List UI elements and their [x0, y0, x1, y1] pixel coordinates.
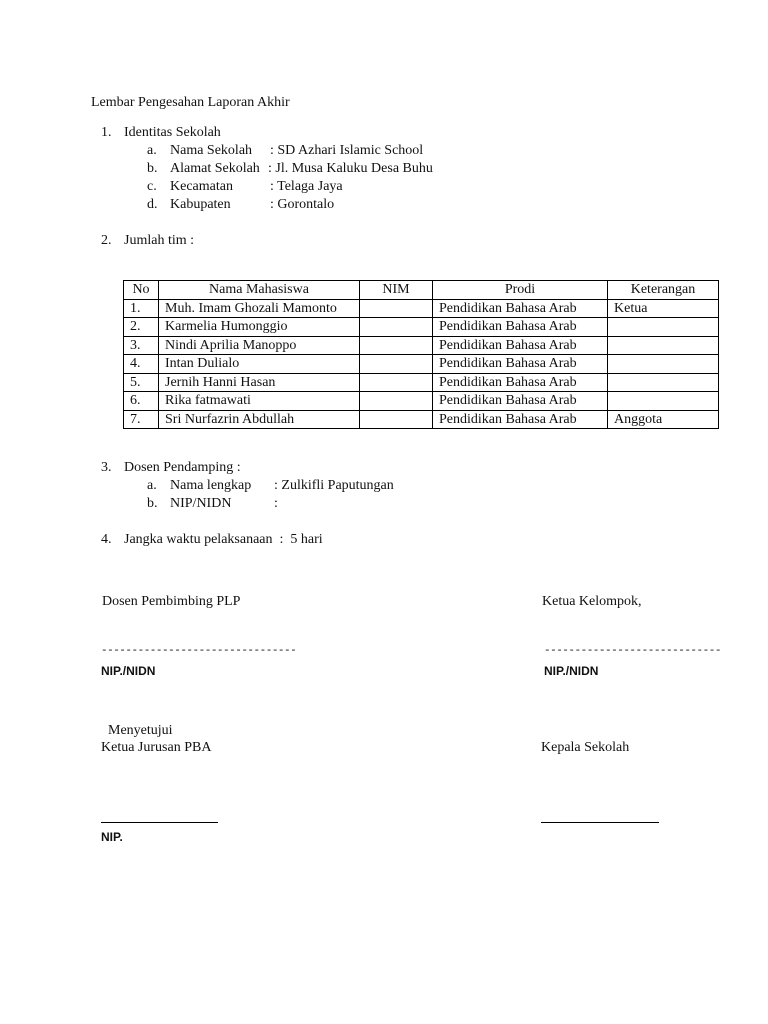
section3-heading: Dosen Pendamping :: [124, 460, 241, 475]
column-header-name: Nama Mahasiswa: [159, 281, 360, 300]
field-value: : Zulkifli Paputungan: [274, 478, 394, 493]
field-label: Kabupaten: [170, 197, 231, 212]
list-letter: a.: [147, 143, 157, 158]
table-header-row: [124, 281, 719, 300]
field-label: Nama lengkap: [170, 478, 252, 493]
column-header-no: No: [124, 281, 159, 300]
cell-name: Nindi Aprilia Manoppo: [159, 336, 360, 355]
table-row: [124, 355, 719, 374]
cell-nim: [360, 299, 433, 318]
cell-keterangan: [608, 355, 719, 374]
cell-prodi: Pendidikan Bahasa Arab: [433, 318, 608, 337]
cell-name: Karmelia Humonggio: [159, 318, 360, 337]
table-row: [124, 410, 719, 429]
field-value: :: [274, 496, 278, 511]
cell-nim: [360, 318, 433, 337]
column-header-nim: NIM: [360, 281, 433, 300]
document-title: Lembar Pengesahan Laporan Akhir: [91, 95, 290, 110]
field-value: : Gorontalo: [270, 197, 335, 212]
column-header-keterangan: Keterangan: [608, 281, 719, 300]
signature-left2-id: NIP.: [101, 830, 123, 844]
signature-underline-right: [541, 822, 659, 823]
table-row: [124, 299, 719, 318]
cell-prodi: Pendidikan Bahasa Arab: [433, 410, 608, 429]
cell-no: 7.: [124, 410, 159, 429]
field-label: NIP/NIDN: [170, 496, 232, 511]
signature-left-id: NIP./NIDN: [101, 664, 156, 678]
cell-prodi: Pendidikan Bahasa Arab: [433, 299, 608, 318]
signature-underline-left: [101, 822, 218, 823]
cell-keterangan: Ketua: [608, 299, 719, 318]
cell-keterangan: [608, 392, 719, 411]
field-value: : Telaga Jaya: [270, 179, 343, 194]
cell-nim: [360, 373, 433, 392]
section2-heading: Jumlah tim :: [124, 233, 194, 248]
field-label: Kecamatan: [170, 179, 233, 194]
field-label: Alamat Sekolah: [170, 161, 260, 176]
signature-right-id: NIP./NIDN: [544, 664, 599, 678]
cell-name: Jernih Hanni Hasan: [159, 373, 360, 392]
table-row: [124, 392, 719, 411]
signature-right2-title: Kepala Sekolah: [541, 740, 630, 755]
field-value: : SD Azhari Islamic School: [270, 143, 424, 158]
list-letter: b.: [147, 161, 158, 176]
cell-nim: [360, 392, 433, 411]
cell-prodi: Pendidikan Bahasa Arab: [433, 373, 608, 392]
cell-name: Intan Dulialo: [159, 355, 360, 374]
cell-nim: [360, 336, 433, 355]
team-table: [123, 280, 719, 429]
approval-label: Menyetujui: [108, 723, 173, 738]
cell-nim: [360, 355, 433, 374]
signature-line-right: -----------------------------: [544, 645, 721, 657]
signature-left2-title: Ketua Jurusan PBA: [101, 740, 212, 755]
table-row: [124, 318, 719, 337]
cell-no: 6.: [124, 392, 159, 411]
cell-prodi: Pendidikan Bahasa Arab: [433, 392, 608, 411]
section1-number: 1.: [101, 125, 112, 140]
cell-name: Muh. Imam Ghozali Mamonto: [159, 299, 360, 318]
cell-no: 4.: [124, 355, 159, 374]
list-letter: d.: [147, 197, 158, 212]
field-label: Nama Sekolah: [170, 143, 253, 158]
section4-number: 4.: [101, 532, 112, 547]
cell-no: 2.: [124, 318, 159, 337]
cell-no: 3.: [124, 336, 159, 355]
column-header-prodi: Prodi: [433, 281, 608, 300]
signature-left-title: Dosen Pembimbing PLP: [102, 594, 241, 609]
section3-number: 3.: [101, 460, 112, 475]
cell-prodi: Pendidikan Bahasa Arab: [433, 355, 608, 374]
cell-prodi: Pendidikan Bahasa Arab: [433, 336, 608, 355]
section4-text: Jangka waktu pelaksanaan : 5 hari: [124, 532, 323, 547]
cell-nim: [360, 410, 433, 429]
table-row: [124, 336, 719, 355]
signature-line-left: --------------------------------: [101, 645, 297, 657]
cell-keterangan: [608, 318, 719, 337]
field-value: : Jl. Musa Kaluku Desa Buhu: [268, 161, 433, 176]
list-letter: a.: [147, 478, 157, 493]
cell-no: 5.: [124, 373, 159, 392]
signature-right-title: Ketua Kelompok,: [542, 594, 642, 609]
cell-keterangan: [608, 336, 719, 355]
list-letter: c.: [147, 179, 157, 194]
cell-no: 1.: [124, 299, 159, 318]
cell-name: Rika fatmawati: [159, 392, 360, 411]
list-letter: b.: [147, 496, 158, 511]
section1-heading: Identitas Sekolah: [124, 125, 221, 140]
cell-keterangan: Anggota: [608, 410, 719, 429]
cell-keterangan: [608, 373, 719, 392]
section2-number: 2.: [101, 233, 112, 248]
table-row: [124, 373, 719, 392]
cell-name: Sri Nurfazrin Abdullah: [159, 410, 360, 429]
